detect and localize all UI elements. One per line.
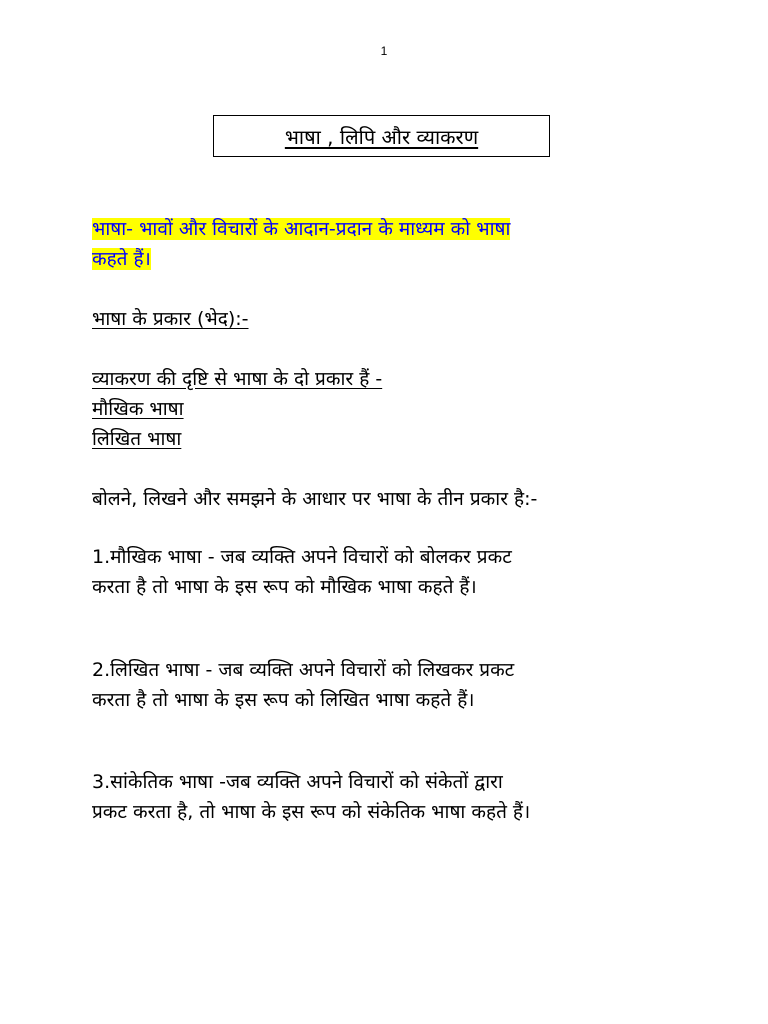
grammar-view-block [92,364,692,454]
type-oral-line-1: 1.मौखिक भाषा - जब व्यक्ति अपने विचारों को बोलकर प्रकट [92,546,512,568]
type-sign [92,767,692,827]
type-sign-line-1: 3.सांकेतिक भाषा -जब व्यक्ति अपने विचारों को संकेतों द्वारा [92,771,503,793]
title-box [213,115,550,157]
document-body [92,214,692,827]
type-sign-line-2: प्रकट करता है, तो भाषा के इस रूप को संकेतिक भाषा कहते हैं। [92,801,531,823]
type-written [92,655,692,715]
page-number: 1 [380,44,388,58]
three-types-heading-block [92,484,692,514]
types-heading-block [92,304,692,334]
grammar-view-heading: व्याकरण की दृष्टि से भाषा के दो प्रकार हैं - [92,368,383,390]
definition-paragraph [92,214,692,274]
three-types-heading: बोलने, लिखने और समझने के आधार पर भाषा के तीन प्रकार है:- [92,488,538,510]
page-title: भाषा , लिपि और व्याकरण [284,124,479,149]
types-heading: भाषा के प्रकार (भेद):- [92,308,249,330]
type-oral [92,542,692,602]
grammar-view-item-oral: मौखिक भाषा [92,398,184,420]
type-written-line-1: 2.लिखित भाषा - जब व्यक्ति अपने विचारों को लिखकर प्रकट [92,659,515,681]
type-oral-line-2: करता है तो भाषा के इस रूप को मौखिक भाषा कहते हैं। [92,576,477,598]
type-written-line-2: करता है तो भाषा के इस रूप को लिखित भाषा कहते हैं। [92,689,475,711]
grammar-view-item-written: लिखित भाषा [92,428,182,450]
definition-line-2: कहते हैं। [92,248,151,270]
definition-line-1: भाषा- भावों और विचारों के आदान-प्रदान के माध्यम को भाषा [92,218,511,240]
